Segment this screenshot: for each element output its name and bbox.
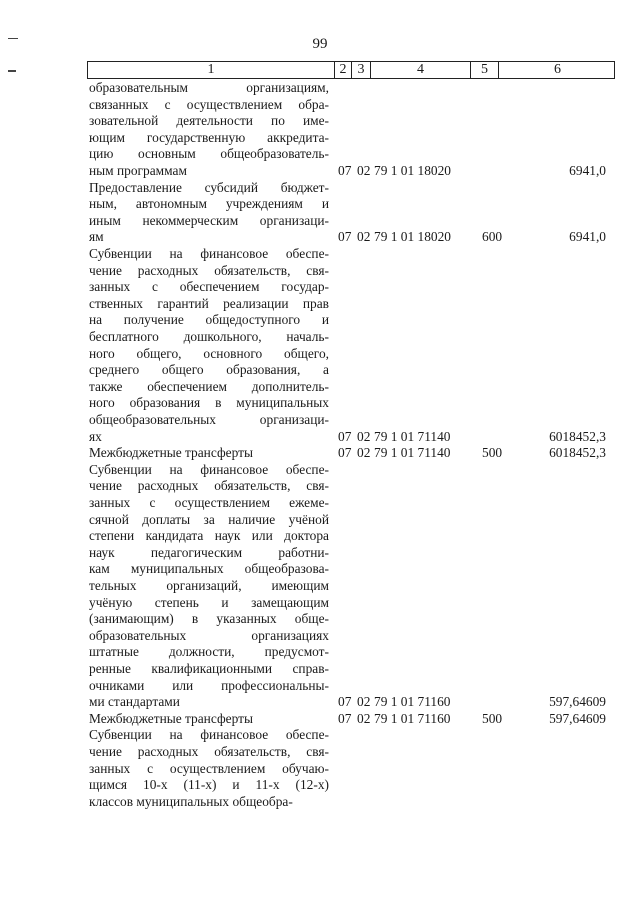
row-text-line: ях: [89, 428, 102, 444]
row-text-line: кам муниципальных общеобразова-: [89, 561, 329, 577]
section-code: 07: [338, 694, 352, 710]
header-col-2: 2: [335, 62, 352, 78]
row-text-line: ственных гарантий реализации прав: [89, 295, 329, 311]
header-col-4: 4: [371, 62, 471, 78]
row-text-line: ного общего, основного общего,: [89, 345, 329, 361]
amount: 6941,0: [569, 229, 606, 245]
row-text-line: образовательных организациях: [89, 627, 329, 643]
row-text-line: среднего общего образования, а: [89, 362, 329, 378]
row-text-line: чение расходных обязательств, свя-: [89, 478, 329, 494]
row-text-line: занных с обеспечением государ-: [89, 279, 329, 295]
section-code: 07: [338, 428, 352, 444]
scan-mark: [8, 70, 16, 72]
row-text-line: Межбюджетные трансферты: [89, 445, 253, 461]
row-text-line: образовательным организациям,: [89, 80, 329, 95]
amount: 6941,0: [569, 163, 606, 178]
row-text-line: ренные квалификационными справ-: [89, 661, 329, 676]
row-text-line: общеобразовательных организаци-: [89, 412, 329, 427]
page-number: 99: [312, 36, 328, 52]
section-code: 07: [338, 710, 352, 726]
row-text-line: степени кандидата наук или доктора: [89, 528, 329, 544]
row-text-line: на получение общедоступного и: [89, 312, 329, 328]
header-col-1: 1: [88, 62, 335, 78]
subsection-code: 02: [357, 229, 371, 245]
row-text-line: Межбюджетные трансферты: [89, 710, 253, 726]
row-text-line: тельных организаций, имеющим: [89, 578, 329, 593]
target-article-code: [374, 794, 480, 810]
amount: [500, 794, 606, 810]
subsection-code: 02: [357, 163, 371, 178]
row-text-line: Субвенции на финансовое обеспе-: [89, 727, 329, 743]
target-article-code: 79 1 01 18020: [374, 163, 451, 178]
row-text-line: щимся 10-х (11-х) и 11-х (12-х): [89, 777, 329, 793]
row-text-line: зовательной деятельности по име-: [89, 113, 329, 129]
target-article-code: 79 1 01 71160: [374, 710, 451, 726]
row-text-line: также обеспечением дополнитель-: [89, 378, 329, 394]
row-text-line: ного образования в муниципальных: [89, 395, 329, 411]
subsection-code: 02: [357, 710, 371, 726]
table-header: [87, 61, 615, 79]
row-text-line: бесплатного дошкольного, началь-: [89, 329, 329, 344]
amount: 597,64609: [549, 710, 606, 726]
row-text-line: штатные должности, предусмот-: [89, 644, 329, 660]
scan-mark: [8, 38, 18, 39]
row-text-line: чение расходных обязательств, свя-: [89, 744, 329, 759]
subsection-code: 02: [357, 694, 371, 710]
header-col-6: 6: [554, 62, 561, 77]
row-text-line: очниками или профессиональны-: [89, 677, 329, 693]
row-text-line: занных с осуществлением обучаю-: [89, 760, 329, 776]
target-article-code: 79 1 01 71140: [374, 428, 451, 444]
section-code: [338, 794, 352, 810]
target-article-code: 79 1 01 71160: [374, 694, 451, 710]
row-text-line: ми стандартами: [89, 694, 180, 710]
row-text-line: ющим государственную аккредита-: [89, 129, 329, 145]
amount: 6018452,3: [549, 428, 606, 444]
subsection-code: 02: [357, 445, 371, 461]
row-text-line: чение расходных обязательств, свя-: [89, 262, 329, 278]
section-code: 07: [338, 229, 352, 245]
expense-type-code: 600: [482, 229, 503, 245]
expense-type-code: 500: [482, 710, 503, 726]
expense-type-code: 500: [482, 445, 503, 461]
row-text-line: учёную степень и замещающим: [89, 594, 329, 610]
header-col-3: 3: [352, 62, 371, 78]
section-code: 07: [338, 163, 352, 178]
row-text-line: занных с осуществлением ежеме-: [89, 495, 329, 510]
amount: 597,64609: [549, 694, 606, 710]
subsection-code: [357, 794, 371, 810]
header-col-5: 5: [471, 62, 499, 78]
amount: 6018452,3: [549, 445, 606, 461]
target-article-code: 79 1 01 71140: [374, 445, 451, 461]
row-text-line: связанных с осуществлением обра-: [89, 96, 329, 112]
row-text-line: цию основным общеобразователь-: [89, 146, 329, 162]
row-text-line: ным, автономным учреждениям и: [89, 196, 329, 212]
row-text-line: ям: [89, 229, 104, 245]
row-text-line: (занимающим) в указанных обще-: [89, 611, 329, 627]
row-text-line: Субвенции на финансовое обеспе-: [89, 246, 329, 261]
row-text-line: сячной доплаты за наличие учёной: [89, 511, 329, 527]
subsection-code: 02: [357, 428, 371, 444]
row-text-line: Предоставление субсидий бюджет-: [89, 179, 329, 195]
row-text-line: иным некоммерческим организаци-: [89, 212, 329, 228]
row-text-line: ным программам: [89, 163, 187, 178]
row-text-line: Субвенции на финансовое обеспе-: [89, 461, 329, 477]
row-text-line: наук педагогическим работни-: [89, 544, 329, 560]
target-article-code: 79 1 01 18020: [374, 229, 451, 245]
row-text-line: классов муниципальных общеобра-: [89, 793, 293, 809]
section-code: 07: [338, 445, 352, 461]
